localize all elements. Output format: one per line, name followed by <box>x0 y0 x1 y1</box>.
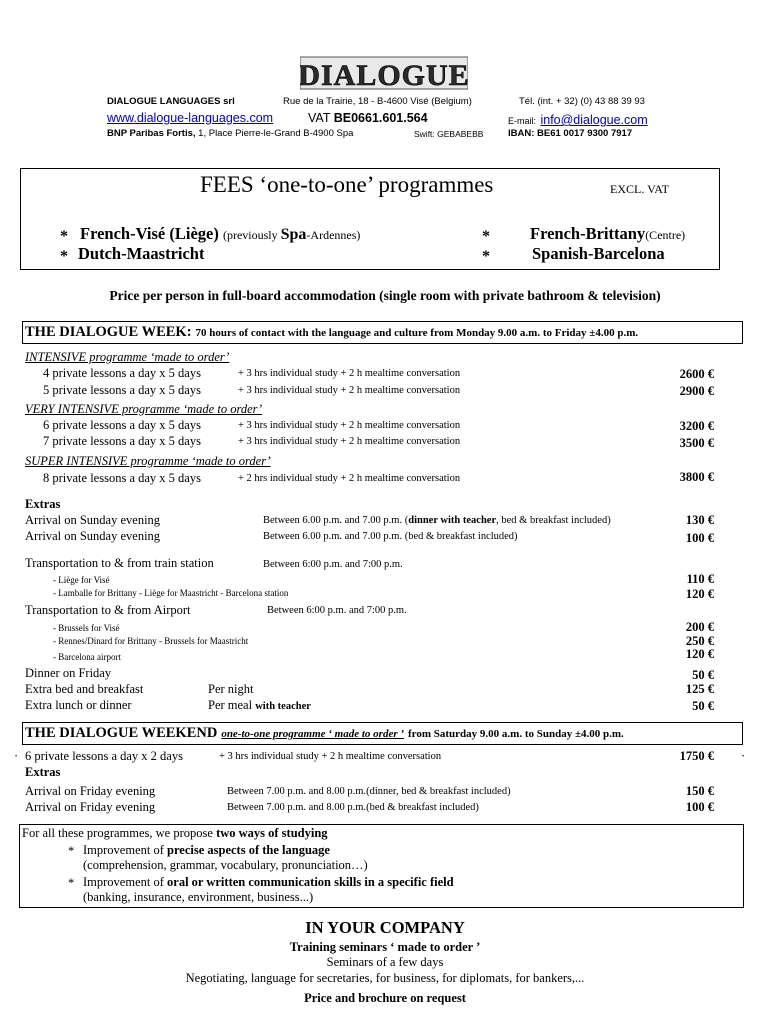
study-way-2-a: Improvement of <box>83 875 168 889</box>
company-price-note: Price and brochure on request <box>304 991 466 1005</box>
lesson-detail: + 3 hrs individual study + 2 h mealtime conversation <box>238 420 461 431</box>
arrival-sunday-dinner: Arrival on Sunday evening <box>25 513 161 527</box>
company-address: Rue de la Trairie, 18 - B-4600 Visé (Belgium) <box>283 96 472 107</box>
airport-option-rennes: - Rennes/Dinard for Brittany - Brussels for Maastricht <box>53 636 249 646</box>
price-intro: Price per person in full-board accommodation (single room with private bathroom & television) <box>109 288 661 303</box>
dinner-friday: Dinner on Friday <box>25 666 112 680</box>
weekend-programme: one-to-one programme ‘ made to order ’ <box>221 728 405 740</box>
location-vise-name: French-Visé (Liège) <box>80 224 219 243</box>
weekend-extras-label: Extras <box>25 765 61 779</box>
weekend-arrival-bb: Arrival on Friday evening <box>25 800 156 814</box>
train-option-other-price: 120 € <box>685 587 714 601</box>
weekend-arrival-bb-detail: Between 7.00 p.m. and 8.00 p.m.(bed & breakfast included) <box>227 802 479 813</box>
bullet-star: * <box>60 228 68 245</box>
study-ways-intro-a: For all these programmes, we propose <box>22 826 217 840</box>
weekend-dot-left: · <box>14 749 19 763</box>
lesson-row: 4 private lessons a day x 5 days <box>43 366 201 380</box>
weekend-header <box>25 724 624 742</box>
study-ways-intro-b: two ways of studying <box>216 826 328 840</box>
company-training: Training seminars ‘ made to order ’ <box>289 940 481 954</box>
programme-heading-super-intensive: SUPER INTENSIVE programme ‘made to order’ <box>25 454 271 468</box>
lesson-price: 2600 € <box>679 367 714 381</box>
study-way-1 <box>83 843 330 858</box>
bank-name: BNP Paribas Fortis, <box>107 128 196 139</box>
company-phone: Tél. (int. + 32) (0) 43 88 39 93 <box>519 96 645 107</box>
location-vise-note-a: (previously <box>222 228 281 242</box>
arrival-sunday-bb: Arrival on Sunday evening <box>25 529 161 543</box>
weekend-dot-right: · <box>741 749 746 763</box>
company-seminars: Seminars of a few days <box>326 955 444 969</box>
bank-address: 1, Place Pierre-le-Grand B-4900 Spa <box>198 128 354 139</box>
extras-label: Extras <box>25 497 61 511</box>
arrival-sunday-dinner-price: 130 € <box>685 513 714 527</box>
weekend-arrival-dinner-price: 150 € <box>685 784 714 798</box>
lesson-row: 6 private lessons a day x 5 days <box>43 418 201 432</box>
train-option-vise: - Liège for Visé <box>53 575 110 585</box>
weekend-subtitle: from Saturday 9.00 a.m. to Sunday ±4.00 p.m. <box>408 728 624 740</box>
lesson-row: 8 private lessons a day x 5 days <box>43 471 201 485</box>
train-option-other: - Lamballe for Brittany - Liège for Maastricht - Barcelona station <box>53 588 289 598</box>
study-way-1-sub: (comprehension, grammar, vocabulary, pronunciation…) <box>83 858 368 872</box>
airport-option-brussels: - Brussels for Visé <box>53 623 120 633</box>
location-maastricht: Dutch-Maastricht <box>78 244 205 263</box>
extra-meal-price: 50 € <box>692 699 714 713</box>
arrival-detail-b: dinner with teacher <box>408 515 497 526</box>
company-topics: Negotiating, language for secretaries, for business, for diplomats, for bankers,... <box>185 971 585 985</box>
extra-meal-unit: Per meal <box>208 698 253 712</box>
lesson-detail: + 3 hrs individual study + 2 h mealtime conversation <box>238 368 461 379</box>
week-title: THE DIALOGUE WEEK: <box>25 324 192 340</box>
extra-bed-price: 125 € <box>685 682 714 696</box>
study-way-2-b: oral or written communication skills in a specific field <box>167 875 454 889</box>
weekend-arrival-bb-price: 100 € <box>685 800 714 814</box>
study-way-1-a: Improvement of <box>83 843 168 857</box>
airport-option-brussels-price: 200 € <box>685 620 714 634</box>
study-ways-intro <box>22 826 328 841</box>
bank-line <box>107 128 353 139</box>
location-vise-spa: Spa <box>280 226 307 243</box>
bullet-star: * <box>60 248 68 265</box>
arrival-sunday-bb-price: 100 € <box>685 531 714 545</box>
train-transport: Transportation to & from train station <box>25 556 214 570</box>
lesson-price: 3200 € <box>679 419 714 433</box>
page-title: FEES ‘one-to-one’ programmes <box>200 172 494 197</box>
location-vise <box>80 224 360 244</box>
vat-number: BE0661.601.564 <box>333 111 428 125</box>
weekend-title: THE DIALOGUE WEEKEND <box>25 725 218 741</box>
airport-transport: Transportation to & from Airport <box>25 603 191 617</box>
lesson-detail: + 3 hrs individual study + 2 h mealtime conversation <box>238 385 461 396</box>
bullet-star: * <box>68 876 75 890</box>
vat-label: VAT <box>308 111 331 125</box>
company-section-title: IN YOUR COMPANY <box>305 918 465 937</box>
lesson-detail: + 2 hrs individual study + 2 h mealtime conversation <box>238 473 461 484</box>
study-way-1-b: precise aspects of the language <box>167 843 330 857</box>
location-brittany-name: French-Brittany <box>530 224 646 243</box>
lesson-price: 3800 € <box>679 470 714 484</box>
weekend-lesson-detail: + 3 hrs individual study + 2 h mealtime conversation <box>219 751 442 762</box>
study-way-2-sub: (banking, insurance, environment, business...) <box>83 890 314 904</box>
study-way-2 <box>83 875 454 890</box>
arrival-detail-a: Between 6.00 p.m. and 7.00 p.m. ( <box>263 515 409 526</box>
excl-vat-note: EXCL. VAT <box>610 182 669 196</box>
email-link[interactable]: info@dialogue.com <box>540 113 648 127</box>
bullet-star: * <box>68 844 75 858</box>
weekend-arrival-dinner-detail: Between 7.00 p.m. and 8.00 p.m.(dinner, bed & breakfast included) <box>227 786 511 797</box>
programme-heading-intensive: INTENSIVE programme ‘made to order’ <box>25 350 230 364</box>
email-line <box>508 111 648 129</box>
train-option-vise-price: 110 € <box>686 572 714 586</box>
weekend-arrival-dinner: Arrival on Friday evening <box>25 784 156 798</box>
dialogue-logo <box>300 56 468 90</box>
airport-option-barcelona: - Barcelona airport <box>53 652 121 662</box>
airport-option-barcelona-price: 120 € <box>685 647 714 661</box>
lesson-detail: + 3 hrs individual study + 2 h mealtime conversation <box>238 436 461 447</box>
location-brittany <box>530 224 685 244</box>
extra-bed-unit: Per night <box>208 682 254 696</box>
lesson-row: 7 private lessons a day x 5 days <box>43 434 201 448</box>
bullet-star: * <box>482 248 490 265</box>
location-vise-note-b: -Ardennes) <box>306 228 361 242</box>
lesson-price: 3500 € <box>679 436 714 450</box>
vat-line <box>308 111 428 125</box>
week-header <box>25 323 638 341</box>
location-brittany-note: (Centre) <box>645 228 686 242</box>
week-subtitle: 70 hours of contact with the language and culture from Monday 9.00 a.m. to Friday ±4.00 p.m. <box>195 327 639 339</box>
website-link[interactable]: www.dialogue-languages.com <box>107 111 274 125</box>
programme-heading-very-intensive: VERY INTENSIVE programme ‘made to order’ <box>25 402 263 416</box>
iban: IBAN: BE61 0017 9300 7917 <box>508 128 633 139</box>
email-label: E-mail: <box>508 116 537 126</box>
lesson-price: 2900 € <box>679 384 714 398</box>
swift-code: Swift: GEBABEBB <box>414 129 484 139</box>
location-barcelona: Spanish-Barcelona <box>532 244 665 263</box>
arrival-sunday-dinner-detail <box>263 515 611 526</box>
company-name: DIALOGUE LANGUAGES srl <box>107 96 235 107</box>
extra-meal-note: with teacher <box>255 701 311 712</box>
extra-bed: Extra bed and breakfast <box>25 682 144 696</box>
airport-option-rennes-price: 250 € <box>685 634 714 648</box>
extra-meal: Extra lunch or dinner <box>25 698 132 712</box>
train-time: Between 6:00 p.m. and 7:00 p.m. <box>263 559 403 570</box>
arrival-sunday-bb-detail: Between 6.00 p.m. and 7.00 p.m. (bed & breakfast included) <box>263 531 518 542</box>
airport-time: Between 6:00 p.m. and 7:00 p.m. <box>267 605 407 616</box>
dinner-friday-price: 50 € <box>692 668 714 682</box>
bullet-star: * <box>482 228 490 245</box>
arrival-detail-c: , bed & breakfast included) <box>496 515 611 526</box>
logo-text: DIALOGUE <box>300 59 468 90</box>
extra-meal-unit-line <box>208 698 311 713</box>
lesson-row: 5 private lessons a day x 5 days <box>43 383 201 397</box>
weekend-price: 1750 € <box>679 749 714 763</box>
weekend-lesson: 6 private lessons a day x 2 days <box>25 749 183 763</box>
